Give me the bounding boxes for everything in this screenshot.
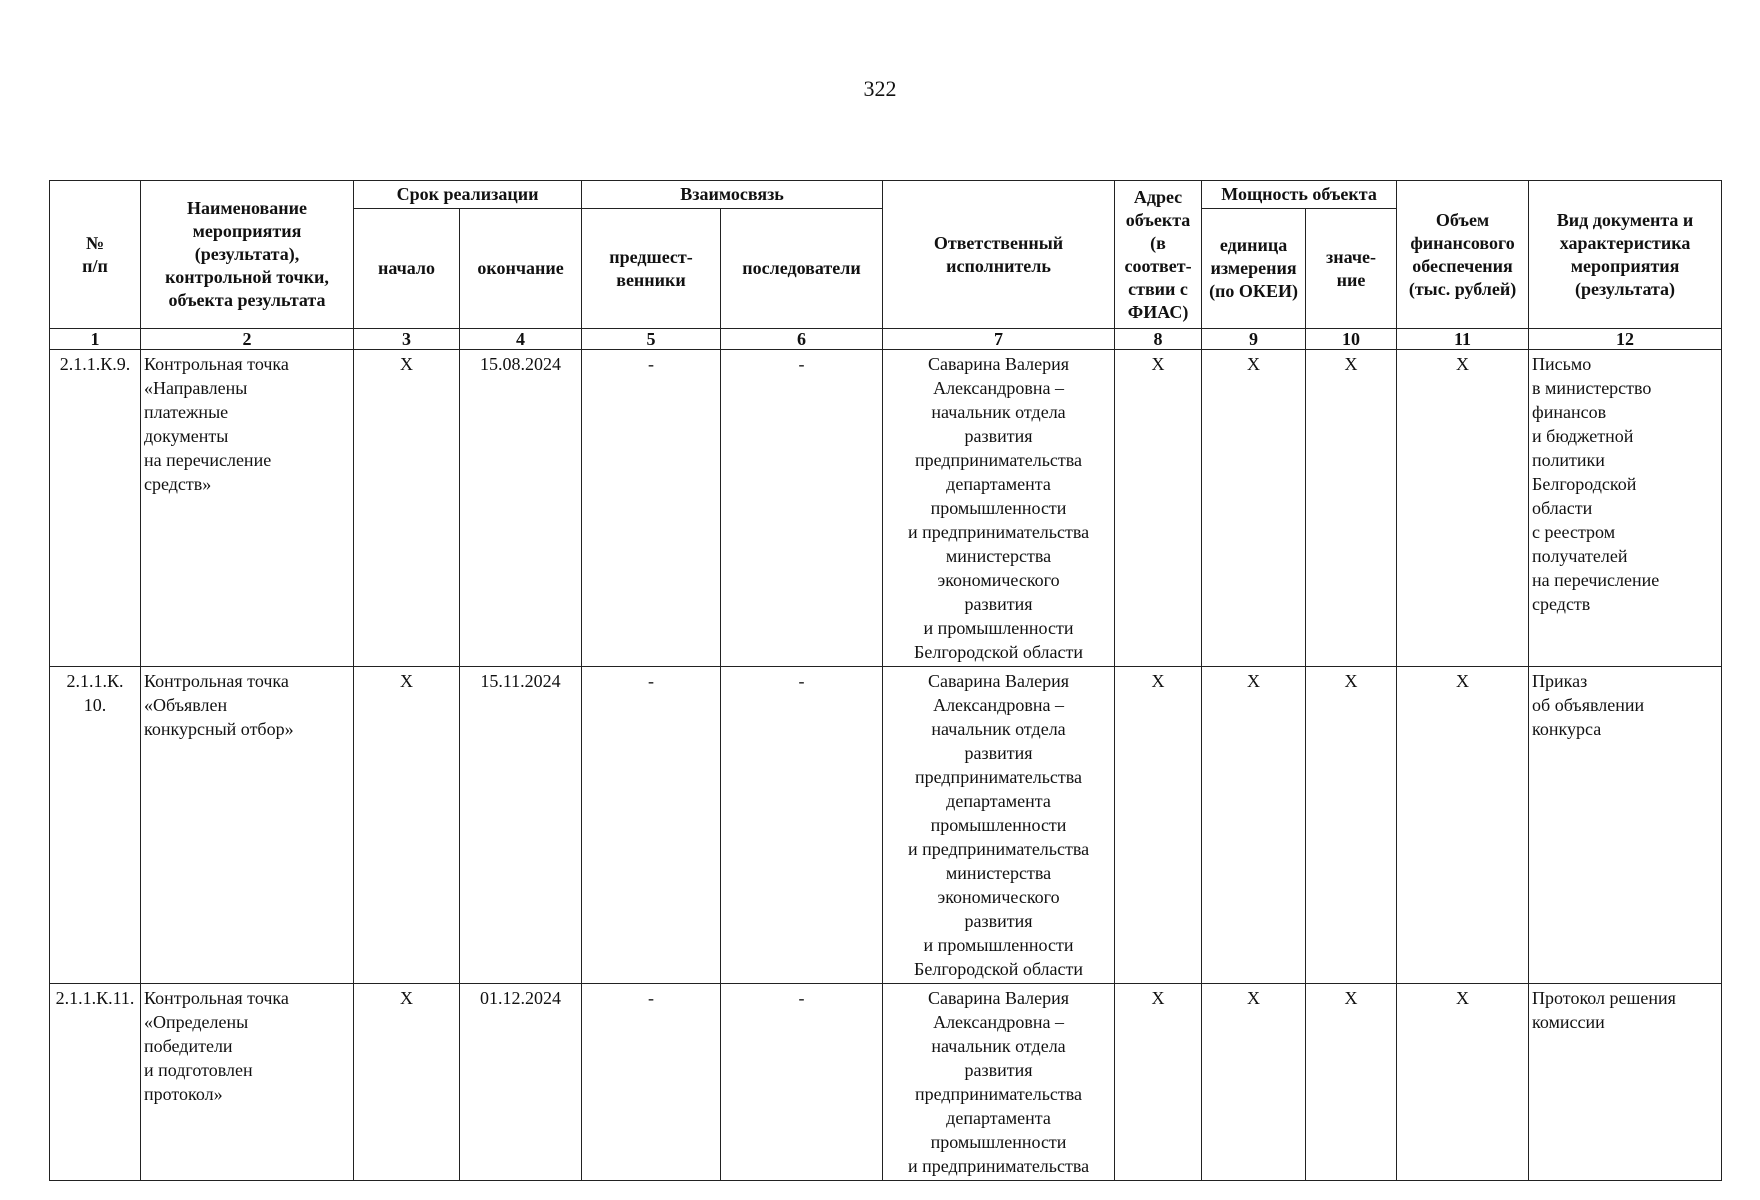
- row-name: Контрольная точка «Направлены платежные документы на перечисление средств»: [141, 350, 354, 667]
- row-num: 2.1.1.К. 10.: [50, 667, 141, 984]
- column-number: 7: [883, 329, 1115, 350]
- row-address: X: [1115, 667, 1202, 984]
- row-predecessors: -: [582, 350, 721, 667]
- row-predecessors: -: [582, 984, 721, 1181]
- row-name: Контрольная точка «Определены победители и подготовлен протокол»: [141, 984, 354, 1181]
- row-finance: X: [1397, 667, 1529, 984]
- table-row: [50, 984, 1722, 1181]
- header-predecessors: предшест- венники: [582, 209, 721, 329]
- header-executor: Ответственный исполнитель: [883, 181, 1115, 329]
- column-number: 4: [460, 329, 582, 350]
- row-end: 15.08.2024: [460, 350, 582, 667]
- row-doc: Приказ об объявлении конкурса: [1529, 667, 1722, 984]
- column-number: 12: [1529, 329, 1722, 350]
- row-executor: Саварина Валерия Александровна – начальник отдела развития предпринимательства департамента промышленности и предпринимательства министерства экономического развития и промышленности Белгородской области: [883, 667, 1115, 984]
- plan-table: [49, 180, 1722, 1181]
- header-relation: Взаимосвязь: [582, 181, 883, 209]
- table-row: [50, 667, 1722, 984]
- row-address: X: [1115, 984, 1202, 1181]
- row-address: X: [1115, 350, 1202, 667]
- header-successors: последователи: [721, 209, 883, 329]
- row-doc: Письмо в министерство финансов и бюджетной политики Белгородской области с реестром получателей на перечисление средств: [1529, 350, 1722, 667]
- header-row-1: [50, 181, 1722, 209]
- column-number: 2: [141, 329, 354, 350]
- column-number: 6: [721, 329, 883, 350]
- header-unit: единица измерения (по ОКЕИ): [1202, 209, 1306, 329]
- column-number: 10: [1306, 329, 1397, 350]
- header-address: Адрес объекта (в соответ-ствии с ФИАС): [1115, 181, 1202, 329]
- row-predecessors: -: [582, 667, 721, 984]
- row-successors: -: [721, 667, 883, 984]
- row-finance: X: [1397, 984, 1529, 1181]
- row-name: Контрольная точка «Объявлен конкурсный отбор»: [141, 667, 354, 984]
- row-successors: -: [721, 984, 883, 1181]
- header-name: Наименование мероприятия (результата), контрольной точки, объекта результата: [141, 181, 354, 329]
- row-start: X: [354, 350, 460, 667]
- column-number: 11: [1397, 329, 1529, 350]
- header-capacity: Мощность объекта: [1202, 181, 1397, 209]
- row-start: X: [354, 667, 460, 984]
- row-end: 15.11.2024: [460, 667, 582, 984]
- table-row: [50, 350, 1722, 667]
- page-number: 322: [863, 76, 897, 101]
- row-value: X: [1306, 667, 1397, 984]
- row-num: 2.1.1.К.9.: [50, 350, 141, 667]
- row-start: X: [354, 984, 460, 1181]
- row-value: X: [1306, 984, 1397, 1181]
- row-value: X: [1306, 350, 1397, 667]
- column-number: 1: [50, 329, 141, 350]
- row-unit: X: [1202, 984, 1306, 1181]
- column-numbers-row: [50, 329, 1722, 350]
- row-finance: X: [1397, 350, 1529, 667]
- column-number: 5: [582, 329, 721, 350]
- header-value: значе- ние: [1306, 209, 1397, 329]
- row-executor: Саварина Валерия Александровна – начальник отдела развития предпринимательства департамента промышленности и предпринимательства министерства экономического развития и промышленности Белгородской области: [883, 350, 1115, 667]
- column-number: 3: [354, 329, 460, 350]
- header-finance: Объем финансового обеспечения (тыс. рублей): [1397, 181, 1529, 329]
- row-doc: Протокол решения комиссии: [1529, 984, 1722, 1181]
- row-unit: X: [1202, 350, 1306, 667]
- header-doc-type: Вид документа и характеристика мероприятия (результата): [1529, 181, 1722, 329]
- column-number: 9: [1202, 329, 1306, 350]
- row-end: 01.12.2024: [460, 984, 582, 1181]
- row-num: 2.1.1.К.11.: [50, 984, 141, 1181]
- row-unit: X: [1202, 667, 1306, 984]
- row-successors: -: [721, 350, 883, 667]
- column-number: 8: [1115, 329, 1202, 350]
- row-executor: Саварина Валерия Александровна – начальник отдела развития предпринимательства департамента промышленности и предпринимательства: [883, 984, 1115, 1181]
- header-end: окончание: [460, 209, 582, 329]
- header-num: № п/п: [50, 181, 141, 329]
- header-period: Срок реализации: [354, 181, 582, 209]
- header-start: начало: [354, 209, 460, 329]
